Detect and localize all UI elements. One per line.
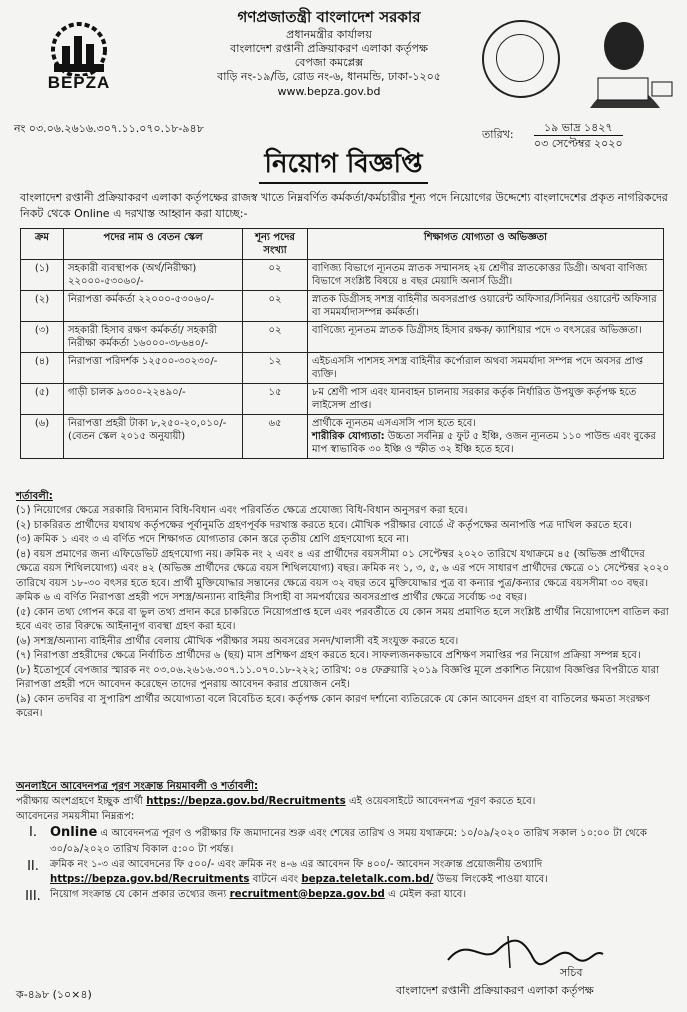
qual-physical-label: শারীরিক যোগ্যতা: — [312, 431, 385, 442]
row-post-name: নিরাপত্তা পরিদর্শক ১২৫০০-৩০২৩০/- — [64, 353, 243, 384]
term-item: (১) নিয়োগের ক্ষেত্রে সরকারি বিদ্যমান বিধি-বিধান এবং পরিবর্তিত ক্ষেত্রে প্রযোজ্য বিধি-বিধান অনুসরণ করা হবে। — [16, 505, 468, 517]
table-row — [21, 322, 664, 353]
date-label: তারিখ: — [482, 128, 514, 141]
recruitment-link[interactable]: https://bepza.gov.bd/Recruitments — [146, 795, 346, 807]
teletalk-link[interactable]: bepza.teletalk.com.bd/ — [301, 873, 434, 885]
list-item — [16, 824, 671, 858]
address: বাড়ি নং-১৯/ডি, রোড নং-৬, ধানমন্ডি, ঢাকা-১২০৫ — [217, 70, 441, 84]
list-item — [16, 888, 671, 907]
item-mid-text: বাটনে এবং — [252, 873, 299, 885]
row-count: ৬৫ — [243, 415, 308, 459]
term-item: (৫) কোন তথ্য গোপন করে বা ভুল তথ্য প্রদান করে চাকরিতে নিয়োগপ্রাপ্ত হলে এবং পরবর্তীতে যে কোন সময় প্রমাণিত হলে সংশ্লিষ্ট প্রার্থীর নিয়োগাদেশ বাতিল করা হবে এবং তার বিরুদ্ধে আইনানুগ ব্যবস্থা গ্রহণ করা হবে। — [16, 606, 669, 633]
logo-text: BEPZA — [47, 72, 111, 92]
row-qualification: বাণিজ্যে ন্যূনতম স্নাতক ডিগ্রীসহ হিসাব রক্ষক/ ক্যাশিয়ার পদে ৩ বৎসরের অভিজ্ঞতা। — [308, 322, 664, 353]
table-row — [21, 260, 664, 291]
table-row — [21, 384, 664, 415]
qual-physical-text: উচ্চতা সর্বনিম্ন ৫ ফুট ৫ ইঞ্চি, ওজন ন্যূনতম ১১০ পাউন্ড এবং বুকের মাপ স্বাভাবিক ৩০ ইঞ্চি ও স্ফীত ৩২ ইঞ্চি হতে হবে। — [312, 431, 656, 455]
row-qualification — [308, 415, 664, 459]
online-intro — [16, 795, 671, 810]
reference-number: নং ০৩.০৬.২৬১৬.৩০৭.১১.০৭০.১৮-৯৪৮ — [14, 122, 204, 135]
online-application-section — [16, 780, 671, 906]
row-serial: (৫) — [21, 384, 64, 415]
row-count: ১৫ — [243, 384, 308, 415]
item-number: I. — [29, 825, 37, 841]
bepza-logo — [36, 20, 122, 94]
signature-icon — [438, 930, 608, 970]
row-serial: (৩) — [21, 322, 64, 353]
term-item: (৩) ক্রমিক ১ এবং ৩ এ বর্ণিত পদে শিক্ষাগত যোগ্যতার কোন স্তরে তৃতীয় শ্রেণি গ্রহণযোগ্য হবে না। — [16, 534, 410, 546]
complex-name: বেপজা কমপ্লেক্স — [294, 56, 364, 70]
signatory-org: বাংলাদেশ রপ্তানী প্রক্রিয়াকরণ এলাকা কর্তৃপক্ষ — [396, 984, 594, 997]
vacancy-table — [20, 228, 664, 459]
row-qualification: বাণিজ্য বিভাগে ন্যূনতম স্নাতক সম্মানসহ ২য় শ্রেণীর স্নাতকোত্তর ডিগ্রী। অথবা বাণিজ্য বিভাগে সংশ্লিষ্ট বিষয়ে ৪ বছর মেয়াদি অনার্স ডিগ্রী। — [308, 260, 664, 291]
email-link[interactable]: recruitment@bepza.gov.bd — [229, 888, 385, 900]
signatory-title: সচিব — [560, 966, 583, 979]
item-text: ক্রমিক নং ১-৩ এর আবেদনের ফি ৫০০/- এবং ক্রমিক নং ৪-৬ এর আবেদন ফি ৪০০/- আবেদন সংক্রান্ত প্রয়োজনীয় তথ্যাদি — [50, 858, 543, 870]
row-qualification: ৮ম শ্রেণী পাস এবং যানবাহন চালনায় সরকার কর্তৃক নির্ধারিত উপযুক্ত কর্তৃপক্ষ হতে লাইসেন্স প্রাপ্ত। — [308, 384, 664, 415]
col-qualification: শিক্ষাগত যোগ্যতা ও অভিজ্ঞতা — [308, 229, 664, 260]
term-item: (৭) নিরাপত্তা প্রহরীদের ক্ষেত্রে নির্বাচিত প্রার্থীদের ৬ (ছয়) মাস প্রশিক্ষণ গ্রহণ করতে হবে। সাফল্যজনকভাবে প্রশিক্ষণ সমাপ্তির পর নিয়োগ প্রক্রিয়া সম্পন্ন হবে। — [16, 650, 641, 662]
intro-paragraph: বাংলাদেশ রপ্তানী প্রক্রিয়াকরণ এলাকা কর্তৃপক্ষের রাজস্ব খাতে নিম্নবর্ণিত কর্মকর্তা/কর্মচারীর শূন্য পদে নিয়োগের উদ্দেশ্যে বাংলাদেশের প্রকৃত নাগরিকদের নিকট থেকে Online এ দরখাস্ত আহ্বান করা যাচ্ছে:- — [20, 191, 668, 220]
item-end-text: উভয় লিংকেই পাওয়া যাবে। — [436, 873, 548, 885]
table-row — [21, 291, 664, 322]
table-row — [21, 353, 664, 384]
col-vacancy-count: শূন্য পদের সংখ্যা — [243, 229, 308, 260]
recruitment-link[interactable]: https://bepza.gov.bd/Recruitments — [50, 873, 250, 885]
row-serial: (৪) — [21, 353, 64, 384]
term-item: (৮) ইতোপূর্বে বেপজার স্মারক নং ০৩.০৬.২৬১৬.৩০৭.১১.০৭০.১৮-২২২; তারিখ: ০৪ ফেব্রুয়ারি ২০১৯ বিজ্ঞপ্তি মূলে প্রকাশিত নিয়োগ বিজ্ঞপ্তির বিপরীতে যারা নিরাপত্তা প্রহরী পদে আবেদন করেছেন তাদের পুনরায় আবেদন করার প্রয়োজন নেই। — [16, 664, 660, 691]
footer-code: ক-৪৯৮ (১০×৪) — [16, 988, 92, 1001]
row-count: ০২ — [243, 260, 308, 291]
online-intro-text: পরীক্ষায় অংশগ্রহণে ইচ্ছুক প্রার্থী — [16, 795, 143, 807]
row-qualification: এইচএসসি পাশসহ সশস্ত্র বাহিনীর কর্পোরাল অথবা সমমর্যাদা সম্পন্ন পদে অবসর প্রাপ্ত ব্যক্তি। — [308, 353, 664, 384]
office-name: প্রধানমন্ত্রীর কার্যালয় — [286, 27, 372, 41]
row-serial: (৬) — [21, 415, 64, 459]
online-intro-text-end: এই ওয়েবসাইটে আবেদনপত্র পূরণ করতে হবে। — [348, 795, 536, 807]
item-number: II. — [27, 858, 39, 874]
item-text: এ আবেদনপত্র পূরণ ও পরীক্ষার ফি জমাদানের শুরু এবং শেষের তারিখ ও সময় যথাক্রমে: ১০/০৯/২০২০ তারিখ সকাল ১০:০০ টা থেকে ৩০/০৯/২০২০ তারিখ বিকাল ৫:০০ টা পর্যন্ত। — [50, 828, 647, 856]
mujib-100-logo — [568, 16, 676, 108]
term-item: (৬) সশস্ত্র/অন্যান্য বাহিনীর প্রার্থীর বেলায় মৌখিক পরীক্ষার সময় অবসরের সনদ/খালাসী বই সংযুক্ত করতে হবে। — [16, 635, 459, 647]
item-number: III. — [25, 888, 41, 904]
col-serial: ক্রম — [21, 229, 64, 260]
notice-title: নিয়োগ বিজ্ঞপ্তি — [259, 148, 429, 184]
government-name: গণপ্রজাতন্ত্রী বাংলাদেশ সরকার — [237, 8, 421, 26]
list-item — [16, 858, 671, 888]
col-post-name: পদের নাম ও বেতন স্কেল — [64, 229, 243, 260]
authority-name: বাংলাদেশ রপ্তানী প্রক্রিয়াকরণ এলাকা কর্তৃপক্ষ — [230, 41, 428, 55]
item-text: নিয়োগ সংক্রান্ত যে কোন প্রকার তথ্যের জন্য — [50, 888, 227, 900]
row-count: ০২ — [243, 322, 308, 353]
term-item: (৯) কোন তদবির বা সুপারিশ প্রার্থীর অযোগ্যতা বলে বিবেচিত হবে। কর্তৃপক্ষ কোন কারণ দর্শানো ব্যতিরেকে যে কোন আবেদন গ্রহণ বা বাতিলের ক্ষমতা সংরক্ষণ করেন। — [16, 693, 651, 720]
row-post-name: নিরাপত্তা প্রহরী টাকা ৮,২৫০-২০,০১০/- (বেতন স্কেল ২০১৫ অনুযায়ী) — [64, 415, 243, 459]
table-header-row — [21, 229, 664, 260]
header-text — [164, 8, 494, 99]
row-post-name: সহকারী হিসাব রক্ষণ কর্মকর্তা/ সহকারী নিরীক্ষা কর্মকর্তা ১৬০০০-৩৮৬৪০/- — [64, 322, 243, 353]
row-serial: (২) — [21, 291, 64, 322]
row-qualification: স্নাতক ডিগ্রীসহ সশস্ত্র বাহিনীর অবসরপ্রাপ্ত ওয়ারেন্ট অফিসার/সিনিয়র ওয়ারেন্ট অফিসার বা সমমর্যাদাসম্পন্ন কর্মকর্তা। — [308, 291, 664, 322]
government-seal-icon — [482, 20, 560, 98]
factory-icon — [36, 20, 122, 76]
date-bangla: ১৯ ভাদ্র ১৪২৭ — [534, 120, 623, 136]
online-word: Online — [50, 825, 98, 841]
row-serial: (১) — [21, 260, 64, 291]
term-item: (২) চাকরিরত প্রার্থীদের যথাযথ কর্তৃপক্ষের পূর্বানুমতি গ্রহণপূর্বক দরখাস্ত করতে হবে। মৌখিক পরীক্ষার বোর্ডে ঐ কর্তৃপক্ষের অনাপত্তি পত্র দাখিল করতে হবে। — [16, 519, 632, 531]
letterhead — [14, 6, 673, 118]
row-post-name: সহকারী ব্যবস্থাপক (অর্থ/নিরীক্ষা) ২২০০০-৫৩০৬০/- — [64, 260, 243, 291]
terms-section — [16, 490, 671, 722]
row-post-name: নিরাপত্তা কর্মকর্তা ২২০০০-৫৩০৬০/- — [64, 291, 243, 322]
row-count: ১২ — [243, 353, 308, 384]
deadline-heading: আবেদনের সময়সীমা নিম্নরূপ: — [16, 810, 135, 822]
website: www.bepza.gov.bd — [277, 84, 381, 98]
table-row — [21, 415, 664, 459]
date-box — [534, 120, 623, 152]
row-count: ০২ — [243, 291, 308, 322]
terms-heading: শর্তাবলী: — [16, 491, 53, 502]
row-post-name: গাড়ী চালক ৯৩০০-২২৪৯০/- — [64, 384, 243, 415]
term-item: (৪) বয়স প্রমাণের জন্য এফিডেভিট গ্রহণযোগ্য নয়। ক্রমিক নং ২ এবং ৪ এর প্রার্থীদের বয়সসীমা ০১ সেপ্টেম্বর ২০২০ তারিখে যথাক্রমে ৪৫ (অভিজ্ঞ প্রার্থীদের ক্ষেত্রে বয়স শিথিলযোগ্য) এবং ৪২ (অভিজ্ঞ প্রার্থীদের ক্ষেত্রে বয়স শিথিলযোগ্য) বছর। ক্রমিক নং ১, ৩, ৫, ৬ এর পদে সাধারণ প্রার্থীদের ক্ষেত্রে ০১ সেপ্টেম্বর ২০২০ তারিখে বয়স ১৮-৩০ বৎসর হতে হবে। প্রার্থী মুক্তিযোদ্ধার সন্তানের ক্ষেত্রে বয়স ৩২ বছর তবে মুক্তিযোদ্ধার পুত্র বা কন্যার পুত্র/কন্যার ক্ষেত্রে বয়সসীমা ৩০ বছর। ক্রমিক ৬ এ বর্ণিত নিরাপত্তা প্রহরী পদে সশস্ত্র/অন্যান্য বাহিনীর সিপাহী বা সমপর্যায়ের অবসরপ্রাপ্ত প্রার্থীর ক্ষেত্রে সর্বোচ্চ ৩৫ বছর। — [16, 548, 670, 604]
online-heading: অনলাইনে আবেদনপত্র পূরণ সংক্রান্ত নিয়মাবলী ও শর্তাবলী: — [16, 781, 259, 792]
qual-text: প্রার্থীকে ন্যূনতম এসএসসি পাস হতে হবে। — [312, 418, 476, 429]
date-english: ০৩ সেপ্টেম্বর ২০২০ — [534, 137, 623, 151]
item-end-text: এ মেইল করা যাবে। — [388, 888, 467, 900]
